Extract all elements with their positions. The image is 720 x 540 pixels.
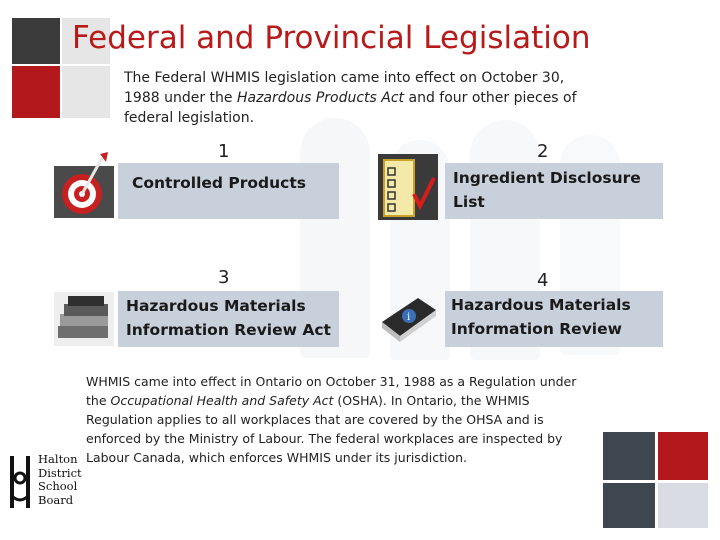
item-label: Controlled Products <box>132 174 306 192</box>
item-box-controlled-products <box>118 163 339 219</box>
act-name: Hazardous Products Act <box>236 90 405 106</box>
logo-text <box>38 453 82 507</box>
decor-square-light <box>658 483 708 528</box>
document-stack-icon <box>54 292 114 346</box>
intro-paragraph <box>124 68 604 128</box>
decor-square-red <box>12 66 60 118</box>
item-number: 4 <box>537 270 549 291</box>
item-box-ingredient-disclosure-list <box>445 163 663 219</box>
decor-square-light <box>62 66 110 118</box>
svg-text:i: i <box>407 312 411 323</box>
ontario-text: (OSHA). In Ontario, the WHMIS Regulation applies to all workplaces that are covered by the OHSA and is enforced by the Ministry of Labour. The federal workplaces are inspected by Labour Canada, which enforces WHMIS under its jurisdiction. <box>86 393 563 465</box>
logo-line: Board <box>38 492 74 507</box>
decor-square-slate <box>603 483 655 528</box>
decor-square-slate <box>603 432 655 480</box>
ontario-paragraph <box>86 372 596 467</box>
intro-text: The Federal WHMIS legislation came into effect on October 30, 1988 under the <box>124 70 565 106</box>
target-dart-icon <box>54 152 114 218</box>
intro-text: and four other pieces of federal legislation. <box>124 90 577 126</box>
checklist-clipboard-icon <box>378 154 438 220</box>
logo-line: Halton <box>38 452 78 466</box>
item-label: Hazardous Materials Information Review Act <box>126 297 331 339</box>
item-number: 1 <box>218 141 230 162</box>
item-box-hmira-act <box>118 291 339 347</box>
ontario-text: WHMIS came into effect in Ontario on October 31, 1988 as a Regulation under the <box>86 374 577 408</box>
item-number: 3 <box>218 267 230 288</box>
act-name: Occupational Health and Safety Act <box>110 393 334 408</box>
logo-line: School <box>38 479 78 493</box>
item-label: Ingredient Disclosure List <box>453 169 641 211</box>
item-number: 2 <box>537 141 549 162</box>
item-label: Hazardous Materials Information Review <box>451 296 631 338</box>
logo-line: District <box>38 465 82 480</box>
page-title: Federal and Provincial Legislation <box>72 20 591 56</box>
information-book-icon <box>378 292 438 346</box>
item-box-hmir <box>445 291 663 347</box>
decor-square-red <box>658 432 708 480</box>
decor-square-dark <box>12 18 60 64</box>
